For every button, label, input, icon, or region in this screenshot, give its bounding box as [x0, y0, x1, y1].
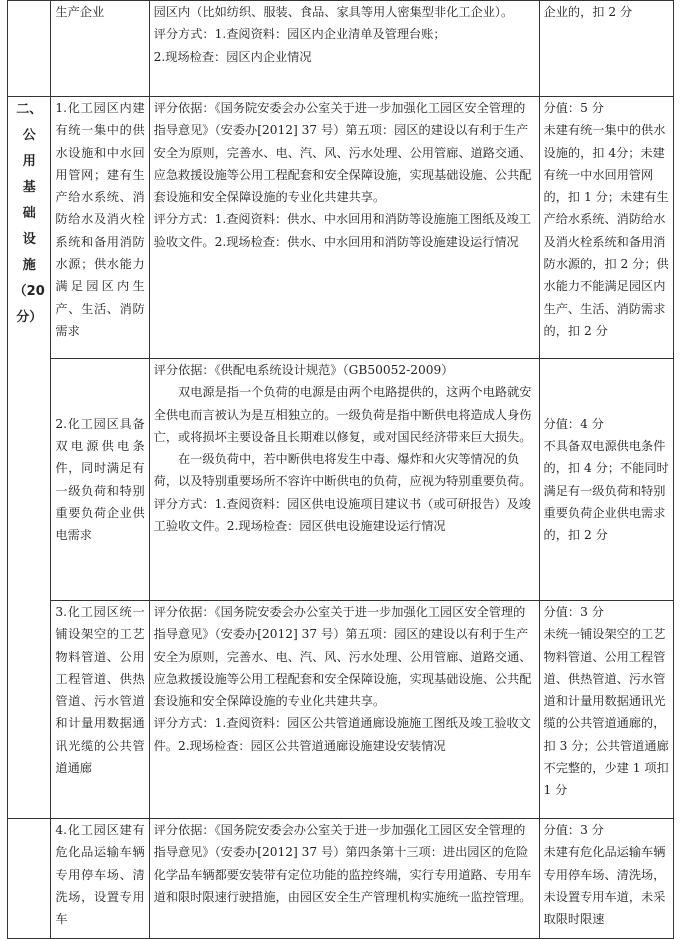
basis-text: 2.现场检查：园区内企业情况 [153, 49, 312, 64]
score-cell [539, 97, 673, 359]
basis-cell [149, 1, 539, 97]
table-row [8, 1, 674, 97]
category-char: 公 [22, 128, 36, 143]
category-char: 设 [22, 232, 36, 247]
basis-text: 评分方式：1.查阅资料：园区公共管道通廊设施施工图纸及竣工验收文件。2.现场检查：园区公共管道通廊设施建设安装情况 [153, 716, 531, 753]
category-char: （20 [13, 284, 45, 299]
category-char: 施 [22, 258, 36, 273]
item-cell: 4.化工园区建有危化品运输车辆专用停车场、清洗场，设置专用车 [51, 819, 149, 939]
basis-text: 园区内（比如纺织、服装、食品、家具等用人密集型非化工企业）。 [153, 5, 514, 19]
basis-text: 评分依据：《国务院安委会办公室关于进一步加强化工园区安全管理的指导意见》（安委办[2012] 37 号）第五项：园区的建设以有利于生产安全为原则，完善水、电、汽、风、污水处理、公用管廊、道路交通、应急救援设施等公用工程配套和安全保障设施，实现基础设施、公共配套设施和安全保障设施的专业化共建共享。 [153, 101, 532, 205]
score-text: 企业的，扣 2 分 [543, 5, 633, 19]
score-text: 未建有危化品运输车辆专用停车场、清洗场，未设置专用车道，未采取限时限速 [543, 845, 666, 927]
category-char: 二、 [16, 102, 43, 117]
score-cell [539, 359, 673, 601]
score-text: 未建有统一集中的供水设施的，扣 4分；未建有统一中水回用管网的，扣 1 分；未建有生产给水系统、消防给水及消火栓系统和备用消防水源的，扣 2 分；供水能力不能满足园区内生产、生活、消防需求的，扣 2 分 [543, 123, 669, 338]
category-char: 用 [22, 154, 36, 169]
table-row [8, 359, 674, 601]
basis-text: 评分方式：1.查阅资料：园区内企业清单及管理台账； [153, 27, 446, 42]
score-text: 不具备双电源供电条件的，扣 4 分；不能同时满足有一级负荷和特别重要负荷企业供电需求的，扣 2 分 [543, 438, 669, 543]
basis-text: 双电源是指一个负荷的电源是由两个电路提供的，这两个电路就安全供电而言被认为是互相独立的。一级负荷是指中断供电将造成人身伤亡，或将损坏主要设备且长期难以修复，或对国民经济带来巨大损失。 [153, 385, 532, 444]
basis-text: 评分依据：《国务院安委会办公室关于进一步加强化工园区安全管理的指导意见》（安委办[2012] 37 号）第五项：园区的建设以有利于生产安全为原则，完善水、电、汽、风、污水处理、公用管廊、道路交通、应急救援设施等公用工程配套和安全保障设施，实现基础设施、公共配套设施和安全保障设施的专业化共建共享。 [153, 605, 532, 709]
category-char: 分） [16, 310, 43, 325]
table-row [8, 97, 674, 359]
scoring-table [7, 0, 674, 939]
score-cell [539, 819, 673, 939]
item-cell: 1.化工园区内建有统一集中的供水设施和中水回用管网；建有生产给水系统、消防给水及消火栓系统和备用消防水源；供水能力满足园区内生产、生活、消防需求 [51, 97, 149, 359]
score-cell [539, 601, 673, 819]
basis-cell [149, 601, 539, 819]
score-text: 分值：4 分 [543, 416, 604, 431]
category-cell [8, 97, 51, 819]
score-text: 分值：5 分 [543, 101, 604, 115]
category-cell-empty [8, 819, 51, 939]
score-text: 未统一铺设架空的工艺物料管道、公用工程管道、供热管道、污水管道和计量用数据通讯光缆的公共管道通廊的，扣 3 分；公共管道通廊不完整的，少建 1 项扣 1 分 [543, 627, 669, 798]
item-cell: 生产企业 [51, 1, 149, 97]
table-row [8, 819, 674, 939]
score-cell [539, 1, 673, 97]
score-text: 分值：3 分 [543, 605, 604, 619]
basis-cell [149, 97, 539, 359]
basis-text: 评分方式：1.查阅资料：园区供电设施项目建议书（或可研报告）及竣工验收文件。2.现场检查：园区供电设施建设运行情况 [153, 496, 531, 534]
basis-cell [149, 359, 539, 601]
basis-cell [149, 819, 539, 939]
basis-text: 评分依据：《供配电系统设计规范》（GB50052-2009） [153, 363, 454, 377]
category-char: 基 [22, 180, 36, 195]
item-cell: 2.化工园区具备双电源供电条件，同时满足有一级负荷和特别重要负荷企业供电需求 [51, 359, 149, 601]
basis-text: 评分方式：1.查阅资料：供水、中水回用和消防等设施施工图纸及竣工验收文件。2.现场检查：供水、中水回用和消防等设施建设运行情况 [153, 212, 531, 249]
score-text: 分值：3 分 [543, 823, 604, 837]
category-char: 础 [22, 206, 36, 221]
table-row [8, 601, 674, 819]
basis-text: 在一级负荷中，若中断供电将发生中毒、爆炸和火灾等情况的负荷，以及特别重要场所不容许中断供电的负荷，应视为特别重要负荷。 [153, 452, 532, 489]
item-cell: 3.化工园区统一铺设架空的工艺物料管道、公用工程管道、供热管道、污水管道和计量用数据通讯光缆的公共管道通廊 [51, 601, 149, 819]
basis-text: 评分依据：《国务院安委会办公室关于进一步加强化工园区安全管理的指导意见》（安委办[2012] 37 号）第四条第十三项：进出园区的危险化学品车辆都要安装带有定位功能的监控终端，实行专用道路、专用车道和限时限速行驶措施，由园区安全生产管理机构实施统一监控管理。 [153, 823, 532, 904]
category-cell-empty [8, 1, 51, 97]
